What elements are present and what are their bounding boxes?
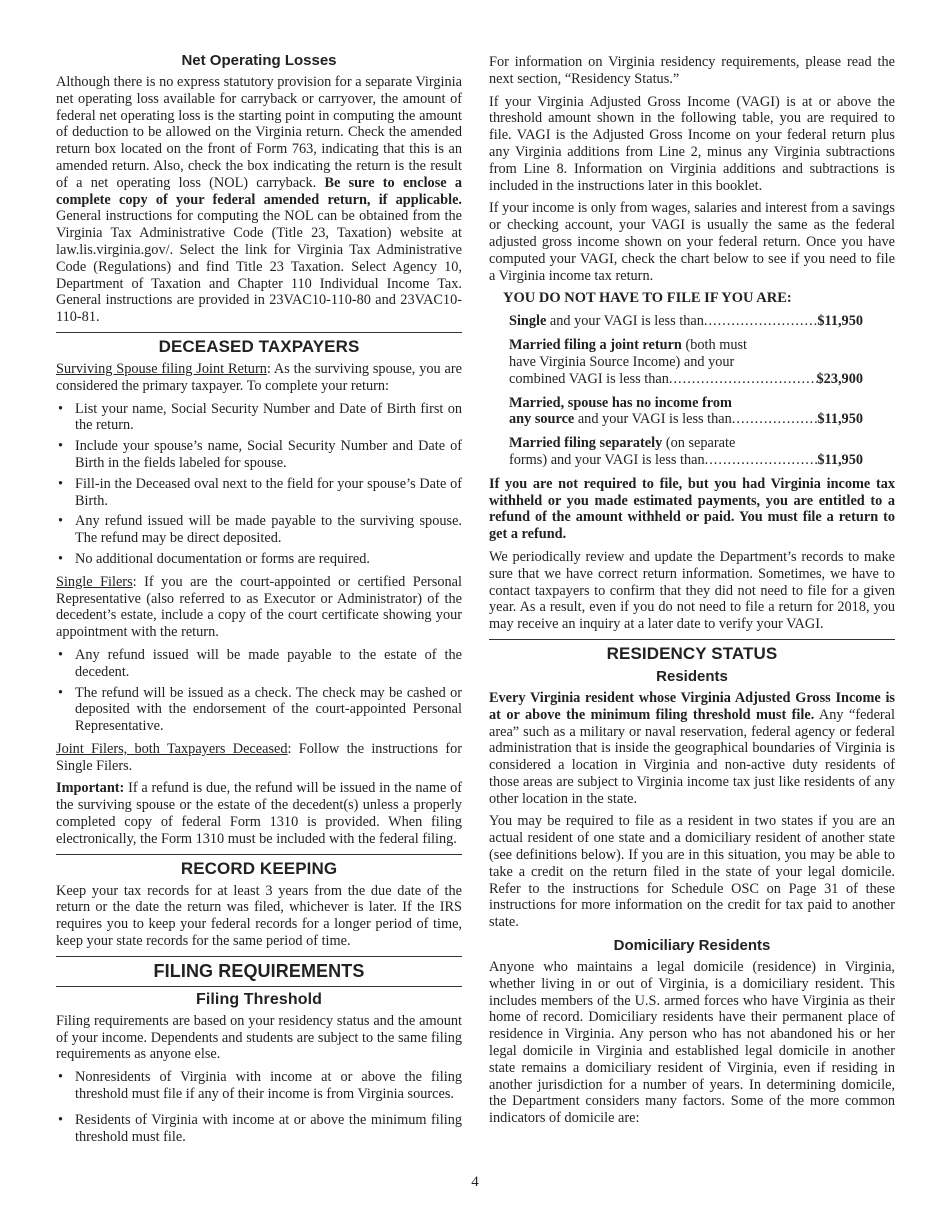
bullet-icon: • [58, 438, 64, 455]
residency-status-heading: RESIDENCY STATUS [606, 643, 778, 663]
list-item: • Any refund issued will be made payable to the estate of the decedent. [58, 646, 462, 680]
joint-filers-paragraph: Joint Filers, both Taxpayers Deceased: Follow the instructions for Single Filers. [56, 740, 462, 774]
single-filers-label: Single Filers [56, 573, 133, 590]
domiciliary-heading: Domiciliary Residents [613, 937, 771, 955]
list-item: • No additional documentation or forms are required. [58, 550, 370, 567]
nol-heading: Net Operating Losses [181, 52, 337, 69]
wages-paragraph: If your income is only from wages, salaries and interest from a savings or checking account, your VAGI is usually the same as the federal adjusted gross income shown on your federal return. Once you have computed your VAGI, check the chart below to see if you need to file a Virginia income tax return. [489, 200, 895, 284]
surviving-list [56, 401, 462, 568]
section-divider [489, 639, 895, 640]
bullet-icon: • [58, 646, 64, 663]
important-paragraph: Important: If a refund is due, the refund will be issued in the name of the surviving spouse or the estate of the decedent(s) unless a properly completed copy of federal Form 1310 is provided. When filing electronically, the Form 1310 must be included with the federal filing. [56, 780, 462, 847]
threshold-list [56, 1069, 462, 1145]
list-item: • Any refund issued will be made payable to the surviving spouse. The refund may be direct deposited. [58, 513, 462, 547]
bullet-icon: • [58, 550, 64, 567]
surviving-paragraph: Surviving Spouse filing Joint Return: As the surviving spouse, you are considered the primary taxpayer. To complete your return: [56, 360, 462, 394]
surviving-label: Surviving Spouse filing Joint Return [56, 360, 267, 377]
dot-leader [669, 371, 817, 388]
left-column [56, 50, 462, 1151]
bullet-icon: • [58, 513, 64, 530]
no-file-row-single: Single and your VAGI is less than ..... $11,950 [509, 313, 863, 330]
filing-requirements-heading: FILING REQUIREMENTS [153, 960, 365, 981]
residents-heading: Residents [656, 667, 728, 685]
threshold-amount: $23,900 [816, 370, 863, 387]
no-file-row-spouse-no-income: Married, spouse has no income from any source and your VAGI is less than ..... $11,950 [509, 395, 863, 429]
threshold-amount: $11,950 [817, 451, 863, 468]
page-number: 4 [471, 1174, 479, 1190]
bullet-icon: • [58, 684, 64, 701]
list-item: • The refund will be issued as a check. The check may be cashed or deposited with the endorsement of the court-appointed Personal Representative. [58, 684, 462, 735]
list-item: • Fill-in the Deceased oval next to the field for your spouse’s Date of Birth. [58, 475, 462, 509]
bullet-icon: • [58, 1111, 64, 1128]
nol-paragraph: Although there is no express statutory provision for a separate Virginia net operating loss available for carryback or carryover, the amount of federal net operating loss is the starting point in computing the amount of deduction to be allowed on the Virginia return. Check the amended return box located on the front of Form 763, indicating that this is an amended return. Also, check the box indicating the return is the result of a net operating loss (NOL) carryback. Be sure to enclose a complete copy of your federal amended return, if applicable. General instructions for computing the NOL can be obtained from the Virginia Tax Administrative Code (Title 23, Taxation) website at law.lis.virginia.gov/. Select the link for Virginia Tax Administrative Code (Regulations) and find Title 23 Taxation. Select Agency 10, Department of Taxation and Chapter 110 Individual Income Tax. General instructions are provided in 23VAC10-110-80 and 23VAC10-110-81. [56, 74, 463, 326]
nol-bold-text: Be sure to enclose a complete copy of your federal amended return, if applicable. [56, 174, 463, 208]
bullet-icon: • [58, 1069, 64, 1086]
section-divider [56, 854, 462, 855]
section-divider [56, 332, 462, 333]
important-label: Important: [56, 780, 125, 797]
threshold-amount: $11,950 [817, 411, 863, 428]
right-column [489, 54, 895, 1133]
no-file-title: YOU DO NOT HAVE TO FILE IF YOU ARE: [503, 290, 792, 307]
refund-bold-paragraph: If you are not required to file, but you had Virginia income tax withheld or you made estimated payments, you are entitled to a refund of the amount withheld or paid. You must file a return to get a refund. [489, 475, 895, 543]
dot-leader [704, 313, 817, 330]
two-states-paragraph: You may be required to file as a resident in two states if you are an actual resident of one state and a domiciliary resident of another state (see definitions below). If you are in this situation, you may be able to take a credit on the return filed in the state of your legal domicile. Refer to the instructions for Schedule OSC on Page 31 of these instructions for more information on the credit for tax paid to another state. [489, 813, 895, 931]
threshold-amount: $11,950 [817, 313, 863, 330]
no-file-row-joint: Married filing a joint return (both must have Virginia Source Income) and your combined VAGI is less than ..... $23,900 [509, 337, 863, 387]
filing-threshold-paragraph: Filing requirements are based on your residency status and the amount of your income. Dependents and students are subject to the same filing requirements as anyone else. [56, 1012, 462, 1063]
domiciliary-paragraph: Anyone who maintains a legal domicile (residence) in Virginia, whether living in or out of Virginia, is a domiciliary resident. This includes members of the U.S. armed forces who have Virginia as their home of record. Domiciliary residents have their permanent place of residence in Virginia. Any person who has not abandoned his or her legal domicile in Virginia and established legal domicile in another state remains a domiciliary resident of Virginia, even if residing in another jurisdiction for a number of years. In determining domicile, the Department considers many factors. Some of the more common indicators of domicile are: [489, 959, 895, 1127]
record-keeping-heading: RECORD KEEPING [180, 858, 338, 878]
list-item: • Nonresidents of Virginia with income at or above the filing threshold must file if any of their income is from Virginia sources. [58, 1069, 462, 1103]
single-filers-list [56, 647, 462, 735]
list-item: • Residents of Virginia with income at or above the minimum filing threshold must file. [58, 1111, 462, 1145]
residency-info-paragraph: For information on Virginia residency requirements, please read the next section, “Residency Status.” [489, 54, 895, 87]
section-divider [56, 956, 462, 957]
review-paragraph: We periodically review and update the Department’s records to make sure that we have correct return information. Sometimes, we have to contact taxpayers to confirm that they did not need to file for a given year. As a result, even if you do not need to file a return for 2018, you may receive an inquiry at a later date to verify your VAGI. [489, 548, 895, 633]
bullet-icon: • [58, 475, 64, 492]
record-keeping-paragraph: Keep your tax records for at least 3 years from the due date of the return or the date the return was filed, whichever is later. If the IRS requires you to keep your federal records for a longer period of time, keep your state records for the same period of time. [56, 882, 462, 950]
list-item: • List your name, Social Security Number and Date of Birth first on the return. [58, 400, 462, 434]
filing-threshold-heading: Filing Threshold [195, 990, 323, 1008]
no-file-table [509, 313, 863, 468]
residents-paragraph: Every Virginia resident whose Virginia Adjusted Gross Income is at or above the minimum filing threshold must file. Any “federal area” such as a military or naval reservation, federal agency or federal administration that is inside the geographical boundaries of Virginia is considered a location in Virginia and non-active duty residents of those areas are subject to Virginia income tax just like residents of any other location in the state. [489, 689, 895, 807]
dot-leader [732, 411, 818, 428]
dot-leader [705, 452, 818, 469]
vagi-paragraph: If your Virginia Adjusted Gross Income (VAGI) is at or above the threshold amount shown in the following table, you are required to file. VAGI is the Adjusted Gross Income on your federal return plus any Virginia additions from Line 2, minus any Virginia subtractions from Line 8. Information on Virginia additions and subtractions is included in the instructions later in this booklet. [489, 93, 895, 194]
joint-filers-label: Joint Filers, both Taxpayers Deceased [56, 740, 288, 757]
section-divider [56, 986, 462, 987]
list-item: • Include your spouse’s name, Social Security Number and Date of Birth in the fields labeled for spouse. [58, 438, 462, 471]
no-file-row-separately: Married filing separately (on separate forms) and your VAGI is less than ..... $11,950 [509, 435, 863, 469]
single-filers-paragraph: Single Filers: If you are the court-appointed or certified Personal Representative (also referred to as Executor or Administrator) of the decedent’s estate, include a copy of the court certificate showing your appointment with the return. [56, 573, 462, 641]
deceased-heading: DECEASED TAXPAYERS [158, 336, 360, 356]
bullet-icon: • [58, 400, 64, 417]
